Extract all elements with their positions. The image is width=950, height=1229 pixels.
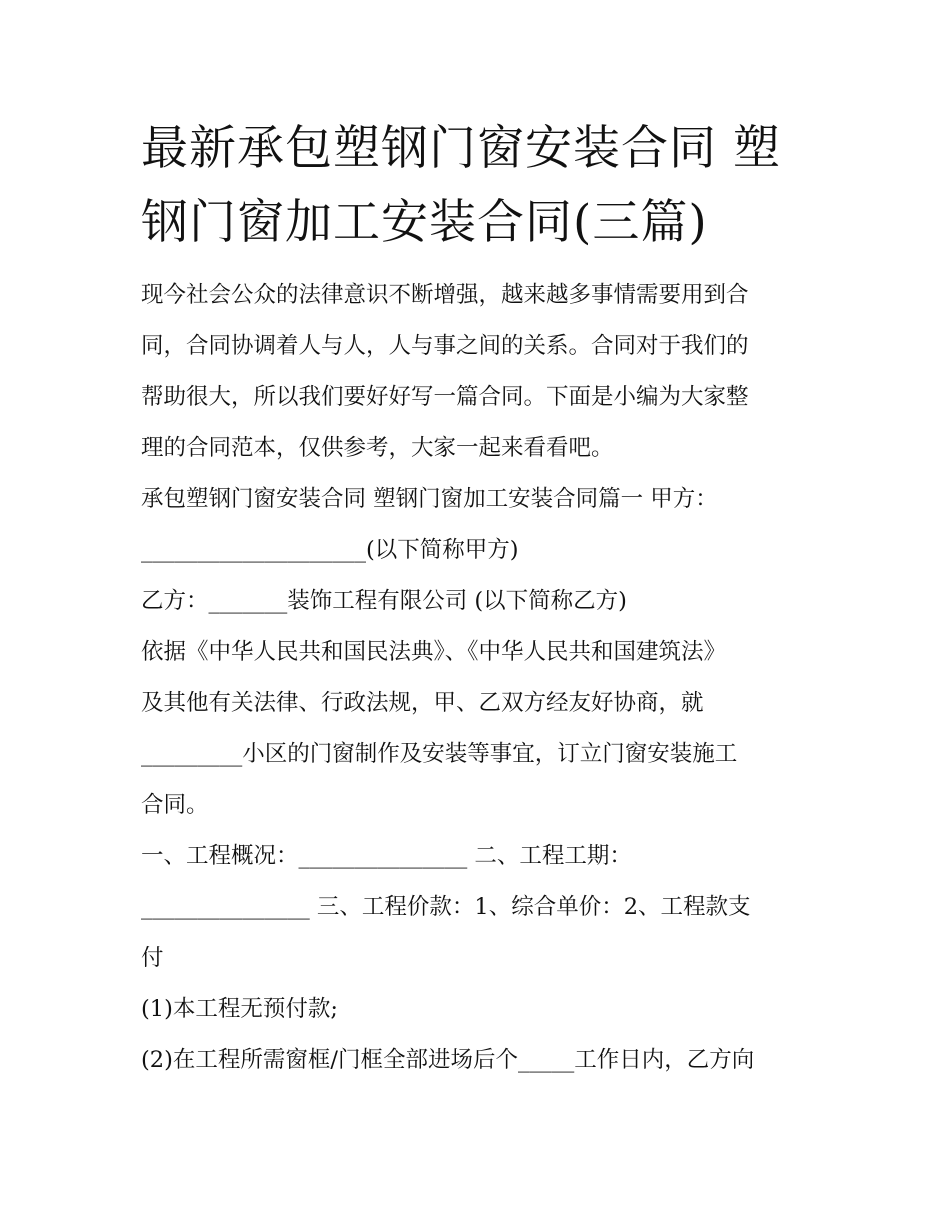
text-line: 及其他有关法律、行政法规，甲、乙双方经友好协商，就	[141, 690, 704, 716]
title-line: 钢门窗加工安装合同(三篇)	[141, 195, 708, 250]
document-body	[141, 270, 821, 1086]
text-line: _______________ 三、工程价款：1、综合单价：2、工程款支	[141, 894, 751, 920]
text-line: 乙方：_______装饰工程有限公司 (以下简称乙方)	[141, 588, 627, 614]
text-line: 现今社会公众的法律意识不断增强，越来越多事情需要用到合	[141, 282, 749, 308]
text-line: _________小区的门窗制作及安装等事宜，订立门窗安装施工	[141, 741, 738, 767]
title-line: 最新承包塑钢门窗安装合同 塑	[141, 121, 781, 176]
text-line: 理的合同范本，仅供参考，大家一起来看看吧。	[141, 435, 614, 461]
document-title	[141, 112, 821, 260]
text-line: 合同。	[141, 792, 209, 818]
text-line: (1)本工程无预付款;	[141, 996, 338, 1022]
text-line: 付	[141, 945, 164, 971]
text-line: 帮助很大，所以我们要好好写一篇合同。下面是小编为大家整	[141, 384, 749, 410]
text-line: 同，合同协调着人与人，人与事之间的关系。合同对于我们的	[141, 333, 749, 359]
text-line: 依据《中华人民共和国民法典》、《中华人民共和国建筑法》	[141, 639, 727, 665]
text-line: 承包塑钢门窗安装合同 塑钢门窗加工安装合同篇一 甲方：	[141, 486, 718, 512]
document-page	[141, 112, 821, 1086]
text-line: ____________________(以下简称甲方)	[141, 537, 519, 563]
text-line: (2)在工程所需窗框/门框全部进场后个_____工作日内，乙方向	[141, 1047, 755, 1073]
text-line: 一、工程概况：_______________ 二、工程工期：	[141, 843, 632, 869]
